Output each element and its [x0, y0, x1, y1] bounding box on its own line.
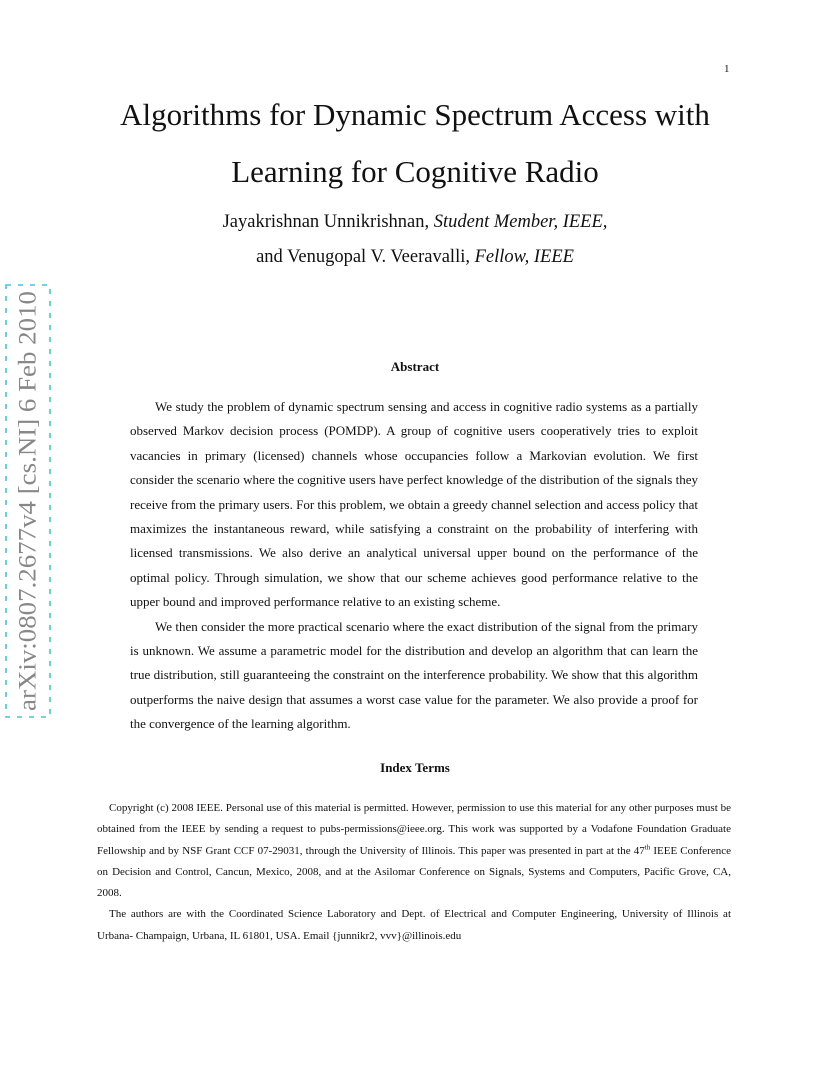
- author-name-2: and Venugopal V. Veeravalli,: [256, 247, 475, 267]
- title-line-2: Learning for Cognitive Radio: [231, 154, 599, 189]
- abstract-paragraph-1: We study the problem of dynamic spectrum sensing and access in cognitive radio systems as a partially observed Markov decision process (POMDP). A group of cognitive users cooperatively tries to exploit vacancies in primary (licensed) channels whose occupancies follow a Markovian evolution. We first consider the scenario where the cognitive users have perfect knowledge of the distribution of the signals they receive from the primary users. For this problem, we obtain a greedy channel selection and access policy that maximizes the instantaneous reward, while satisfying a constraint on the probability of interfering with licensed transmissions. We also derive an analytical universal upper bound on the performance of the optimal policy. Through simulation, we show that our scheme achieves good performance relative to the upper bound and improved performance relative to an existing scheme.: [130, 399, 698, 610]
- abstract-heading: Abstract: [390, 359, 440, 374]
- abstract-paragraph-2: We then consider the more practical scenario where the exact distribution of the signal from the primary is unknown. We assume a parametric model for the distribution and develop an algorithm that can learn the true distribution, still guaranteeing the constraint on the interference probability. We show that this algorithm outperforms the naive design that assumes a worst case value for the parameter. We also provide a proof for the convergence of the learning algorithm.: [130, 618, 698, 732]
- author-role-2: Fellow, IEEE: [474, 247, 574, 267]
- copyright-text-tail: IEEE Conference on Decision and Control, Cancun, Mexico, 2008, and at the Asilomar Conference on Signals, Systems and Computers, Pacific Grove, CA, 2008.: [97, 844, 731, 900]
- abstract-body: [130, 395, 698, 737]
- author-line-2: [100, 240, 730, 275]
- copyright-text: Copyright (c) 2008 IEEE. Personal use of this material is permitted. However, permission to use this material for any other purposes must be obtained from the IEEE by sending a request to pubs-permissions@ieee.org. This work was supported by a Vodafone Foundation Graduate Fellowship and by NSF Grant CCF 07-29031, through the University of Illinois. This paper was presented in part at the 47: [97, 802, 731, 857]
- author-name-1: Jayakrishnan Unnikrishnan,: [222, 212, 434, 232]
- paper-title: [60, 86, 770, 200]
- author-role-1: Student Member, IEEE,: [433, 212, 608, 232]
- author-block: [100, 205, 730, 275]
- index-terms-heading: Index Terms: [380, 760, 450, 775]
- footnotes: [97, 798, 731, 947]
- title-line-1: Algorithms for Dynamic Spectrum Access with: [120, 97, 710, 132]
- ordinal-superscript: th: [644, 842, 651, 851]
- page-number: 1: [724, 63, 730, 75]
- author-line-1: [100, 205, 730, 240]
- affiliation-footnote: The authors are with the Coordinated Science Laboratory and Dept. of Electrical and Computer Engineering, University of Illinois at Urbana- Champaign, Urbana, IL 61801, USA. Email {junnikr2, vvv}@illinois.edu: [97, 908, 731, 942]
- arxiv-stamp: [4, 283, 52, 719]
- arxiv-stamp-graphic: [4, 283, 52, 719]
- copyright-footnote: [97, 798, 731, 904]
- arxiv-stamp-text: arXiv:0807.2677v4 [cs.NI] 6 Feb 2010: [14, 320, 42, 711]
